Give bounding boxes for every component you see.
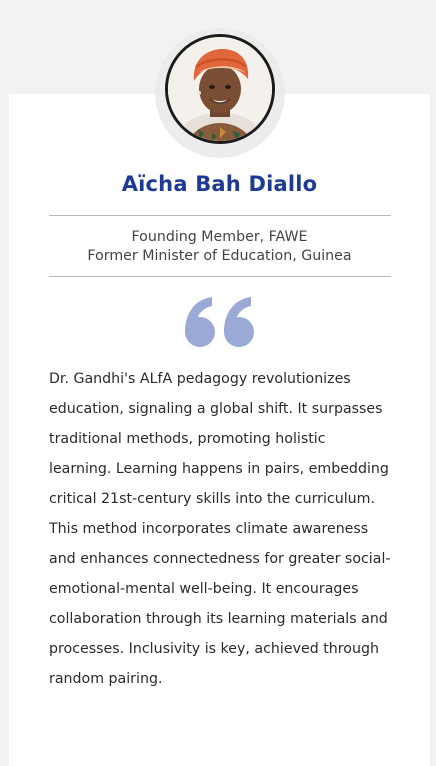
avatar: [165, 34, 275, 144]
divider-bottom: [49, 276, 391, 277]
role-line: Former Minister of Education, Guinea: [87, 248, 352, 264]
person-name: Aïcha Bah Diallo: [121, 172, 318, 196]
portrait-image: [168, 37, 272, 141]
role-line: Founding Member, FAWE: [131, 229, 308, 245]
divider-top: [49, 215, 391, 216]
person-roles: [9, 228, 430, 266]
quote-icon: [184, 296, 256, 348]
testimonial-quote: Dr. Gandhi's ALfA pedagogy revolutionizes education, signaling a global shift. It surpasses traditional methods, promoting holistic learning. Learning happens in pairs, embedding critical 21st-century skills into the curriculum. This method incorporates climate awareness and enhances connectedness for greater social-emotional-mental well-being. It encourages collaboration through its learning materials and processes. Inclusivity is key, achieved through random pairing.: [49, 371, 391, 687]
